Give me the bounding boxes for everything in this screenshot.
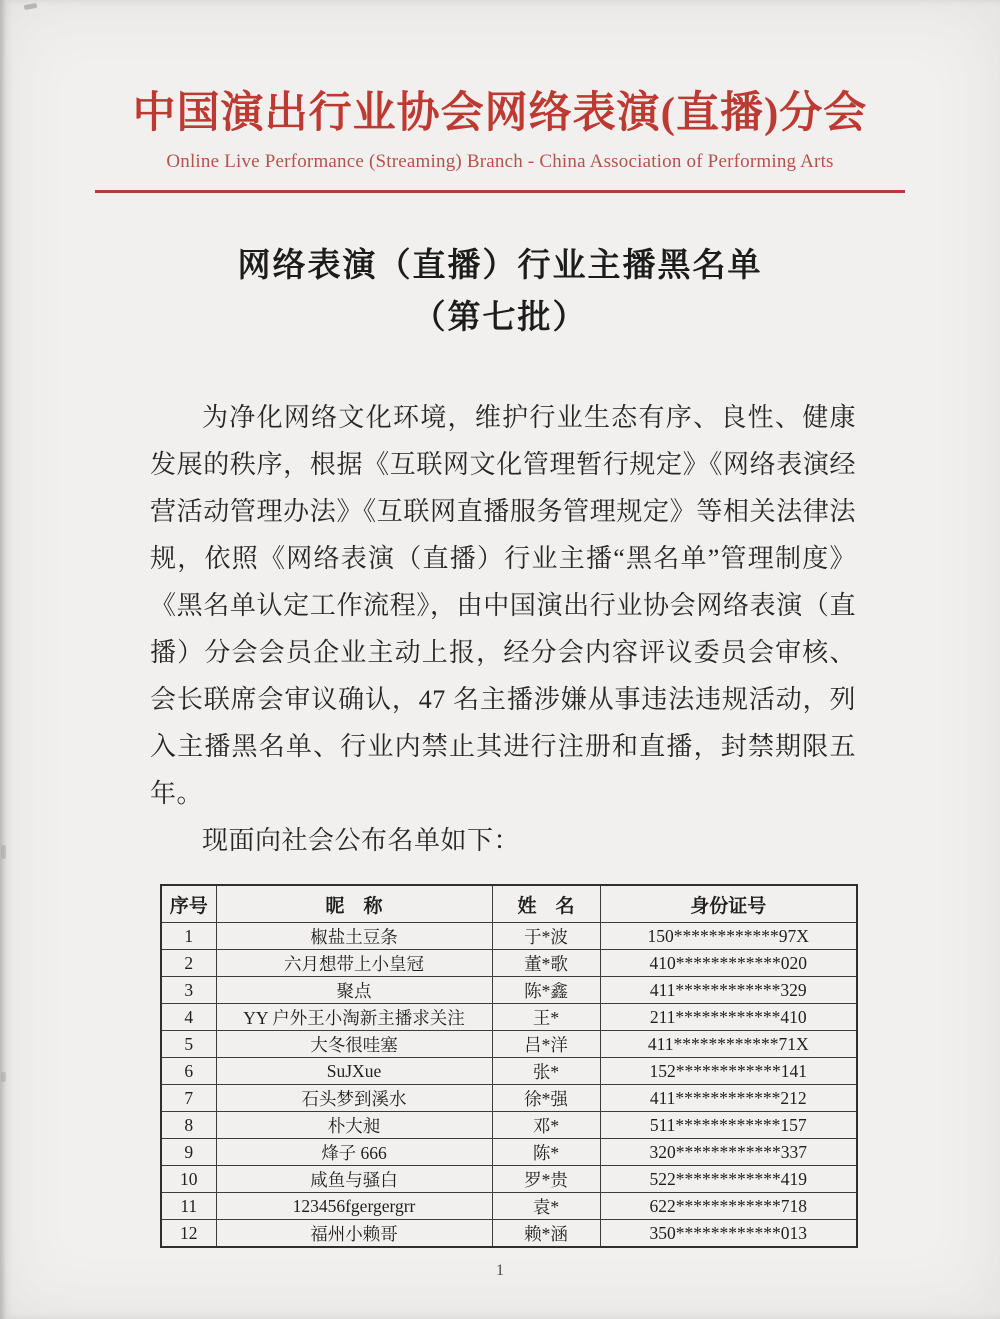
cell-nickname: 朴大昶 <box>216 1112 492 1139</box>
cell-nickname: YY 户外王小淘新主播求关注 <box>216 1004 492 1031</box>
cell-name: 陈*鑫 <box>492 977 600 1004</box>
cell-name: 邓* <box>492 1112 600 1139</box>
cell-index: 10 <box>161 1166 216 1193</box>
document-title-line2: （第七批） <box>412 299 588 336</box>
cell-nickname: 六月想带上小皇冠 <box>216 950 492 977</box>
cell-nickname: 石头梦到溪水 <box>216 1085 492 1112</box>
cell-name: 于*波 <box>492 923 600 950</box>
cell-index: 7 <box>161 1085 216 1112</box>
column-header-index: 序号 <box>161 885 216 923</box>
cell-id: 150************97X <box>600 923 857 950</box>
cell-name: 张* <box>492 1058 600 1085</box>
document-title <box>0 247 1000 338</box>
letterhead <box>0 0 1000 193</box>
scan-artifact <box>1 845 6 859</box>
scan-artifact <box>1 1072 6 1082</box>
cell-id: 152************141 <box>600 1058 857 1085</box>
cell-index: 9 <box>161 1139 216 1166</box>
cell-index: 12 <box>161 1220 216 1248</box>
cell-name: 罗*贵 <box>492 1166 600 1193</box>
cell-nickname: 椒盐土豆条 <box>216 923 492 950</box>
table-row <box>161 1031 857 1058</box>
cell-name: 董*歌 <box>492 950 600 977</box>
cell-name: 陈* <box>492 1139 600 1166</box>
table-row <box>161 1058 857 1085</box>
table-row <box>161 1112 857 1139</box>
cell-id: 350************013 <box>600 1220 857 1248</box>
body-paragraph-intro-list: 现面向社会公布名单如下： <box>202 826 521 856</box>
cell-name: 王* <box>492 1004 600 1031</box>
cell-nickname: 123456fgergergrr <box>216 1193 492 1220</box>
blacklist-table <box>160 884 858 1248</box>
cell-index: 6 <box>161 1058 216 1085</box>
table-body <box>161 923 857 1248</box>
cell-index: 2 <box>161 950 216 977</box>
cell-id: 411************71X <box>600 1031 857 1058</box>
letterhead-title-cn: 中国演出行业协会网络表演(直播)分会 <box>132 90 868 137</box>
letterhead-rule <box>95 190 905 193</box>
table-row <box>161 1193 857 1220</box>
cell-name: 徐*强 <box>492 1085 600 1112</box>
column-header-name: 姓 名 <box>492 885 600 923</box>
cell-nickname: 聚点 <box>216 977 492 1004</box>
cell-name: 袁* <box>492 1193 600 1220</box>
column-header-nickname: 昵 称 <box>216 885 492 923</box>
table-row <box>161 977 857 1004</box>
cell-nickname: 咸鱼与骚白 <box>216 1166 492 1193</box>
cell-nickname: 福州小赖哥 <box>216 1220 492 1248</box>
cell-name: 吕*洋 <box>492 1031 600 1058</box>
table-row <box>161 1004 857 1031</box>
table-row <box>161 1220 857 1248</box>
scan-edge-shadow <box>0 0 6 1319</box>
cell-id: 410************020 <box>600 950 857 977</box>
cell-id: 411************212 <box>600 1085 857 1112</box>
cell-id: 511************157 <box>600 1112 857 1139</box>
cell-index: 1 <box>161 923 216 950</box>
body-paragraph-main: 为净化网络文化环境，维护行业生态有序、良性、健康发展的秩序，根据《互联网文化管理暂行规定》《网络表演经营活动管理办法》《互联网直播服务管理规定》等相关法律法规，依照《网络表演（直播）行业主播“黑名单”管理制度》《黑名单认定工作流程》，由中国演出行业协会网络表演（直播）分会会员企业主动上报，经分会内容评议委员会审核、会长联席会审议确认，47 名主播涉嫌从事违法违规活动，列入主播黑名单、行业内禁止其进行注册和直播，封禁期限五年。 <box>150 403 856 809</box>
cell-index: 8 <box>161 1112 216 1139</box>
cell-nickname: SuJXue <box>216 1058 492 1085</box>
cell-index: 3 <box>161 977 216 1004</box>
table-row <box>161 1166 857 1193</box>
table-row <box>161 923 857 950</box>
cell-nickname: 烽子 666 <box>216 1139 492 1166</box>
column-header-id: 身份证号 <box>600 885 857 923</box>
cell-index: 11 <box>161 1193 216 1220</box>
page-number: 1 <box>496 1262 504 1279</box>
table-row <box>161 1139 857 1166</box>
cell-name: 赖*涵 <box>492 1220 600 1248</box>
table-header-row <box>161 885 857 923</box>
cell-id: 411************329 <box>600 977 857 1004</box>
cell-id: 622************718 <box>600 1193 857 1220</box>
cell-index: 5 <box>161 1031 216 1058</box>
cell-id: 211************410 <box>600 1004 857 1031</box>
letterhead-title-en: Online Live Performance (Streaming) Branch - China Association of Performing Arts <box>166 151 834 173</box>
cell-nickname: 大冬很哇塞 <box>216 1031 492 1058</box>
cell-id: 320************337 <box>600 1139 857 1166</box>
cell-index: 4 <box>161 1004 216 1031</box>
table-row <box>161 1085 857 1112</box>
cell-id: 522************419 <box>600 1166 857 1193</box>
body-text <box>150 394 856 864</box>
table-row <box>161 950 857 977</box>
document-title-line1: 网络表演（直播）行业主播黑名单 <box>237 248 763 285</box>
